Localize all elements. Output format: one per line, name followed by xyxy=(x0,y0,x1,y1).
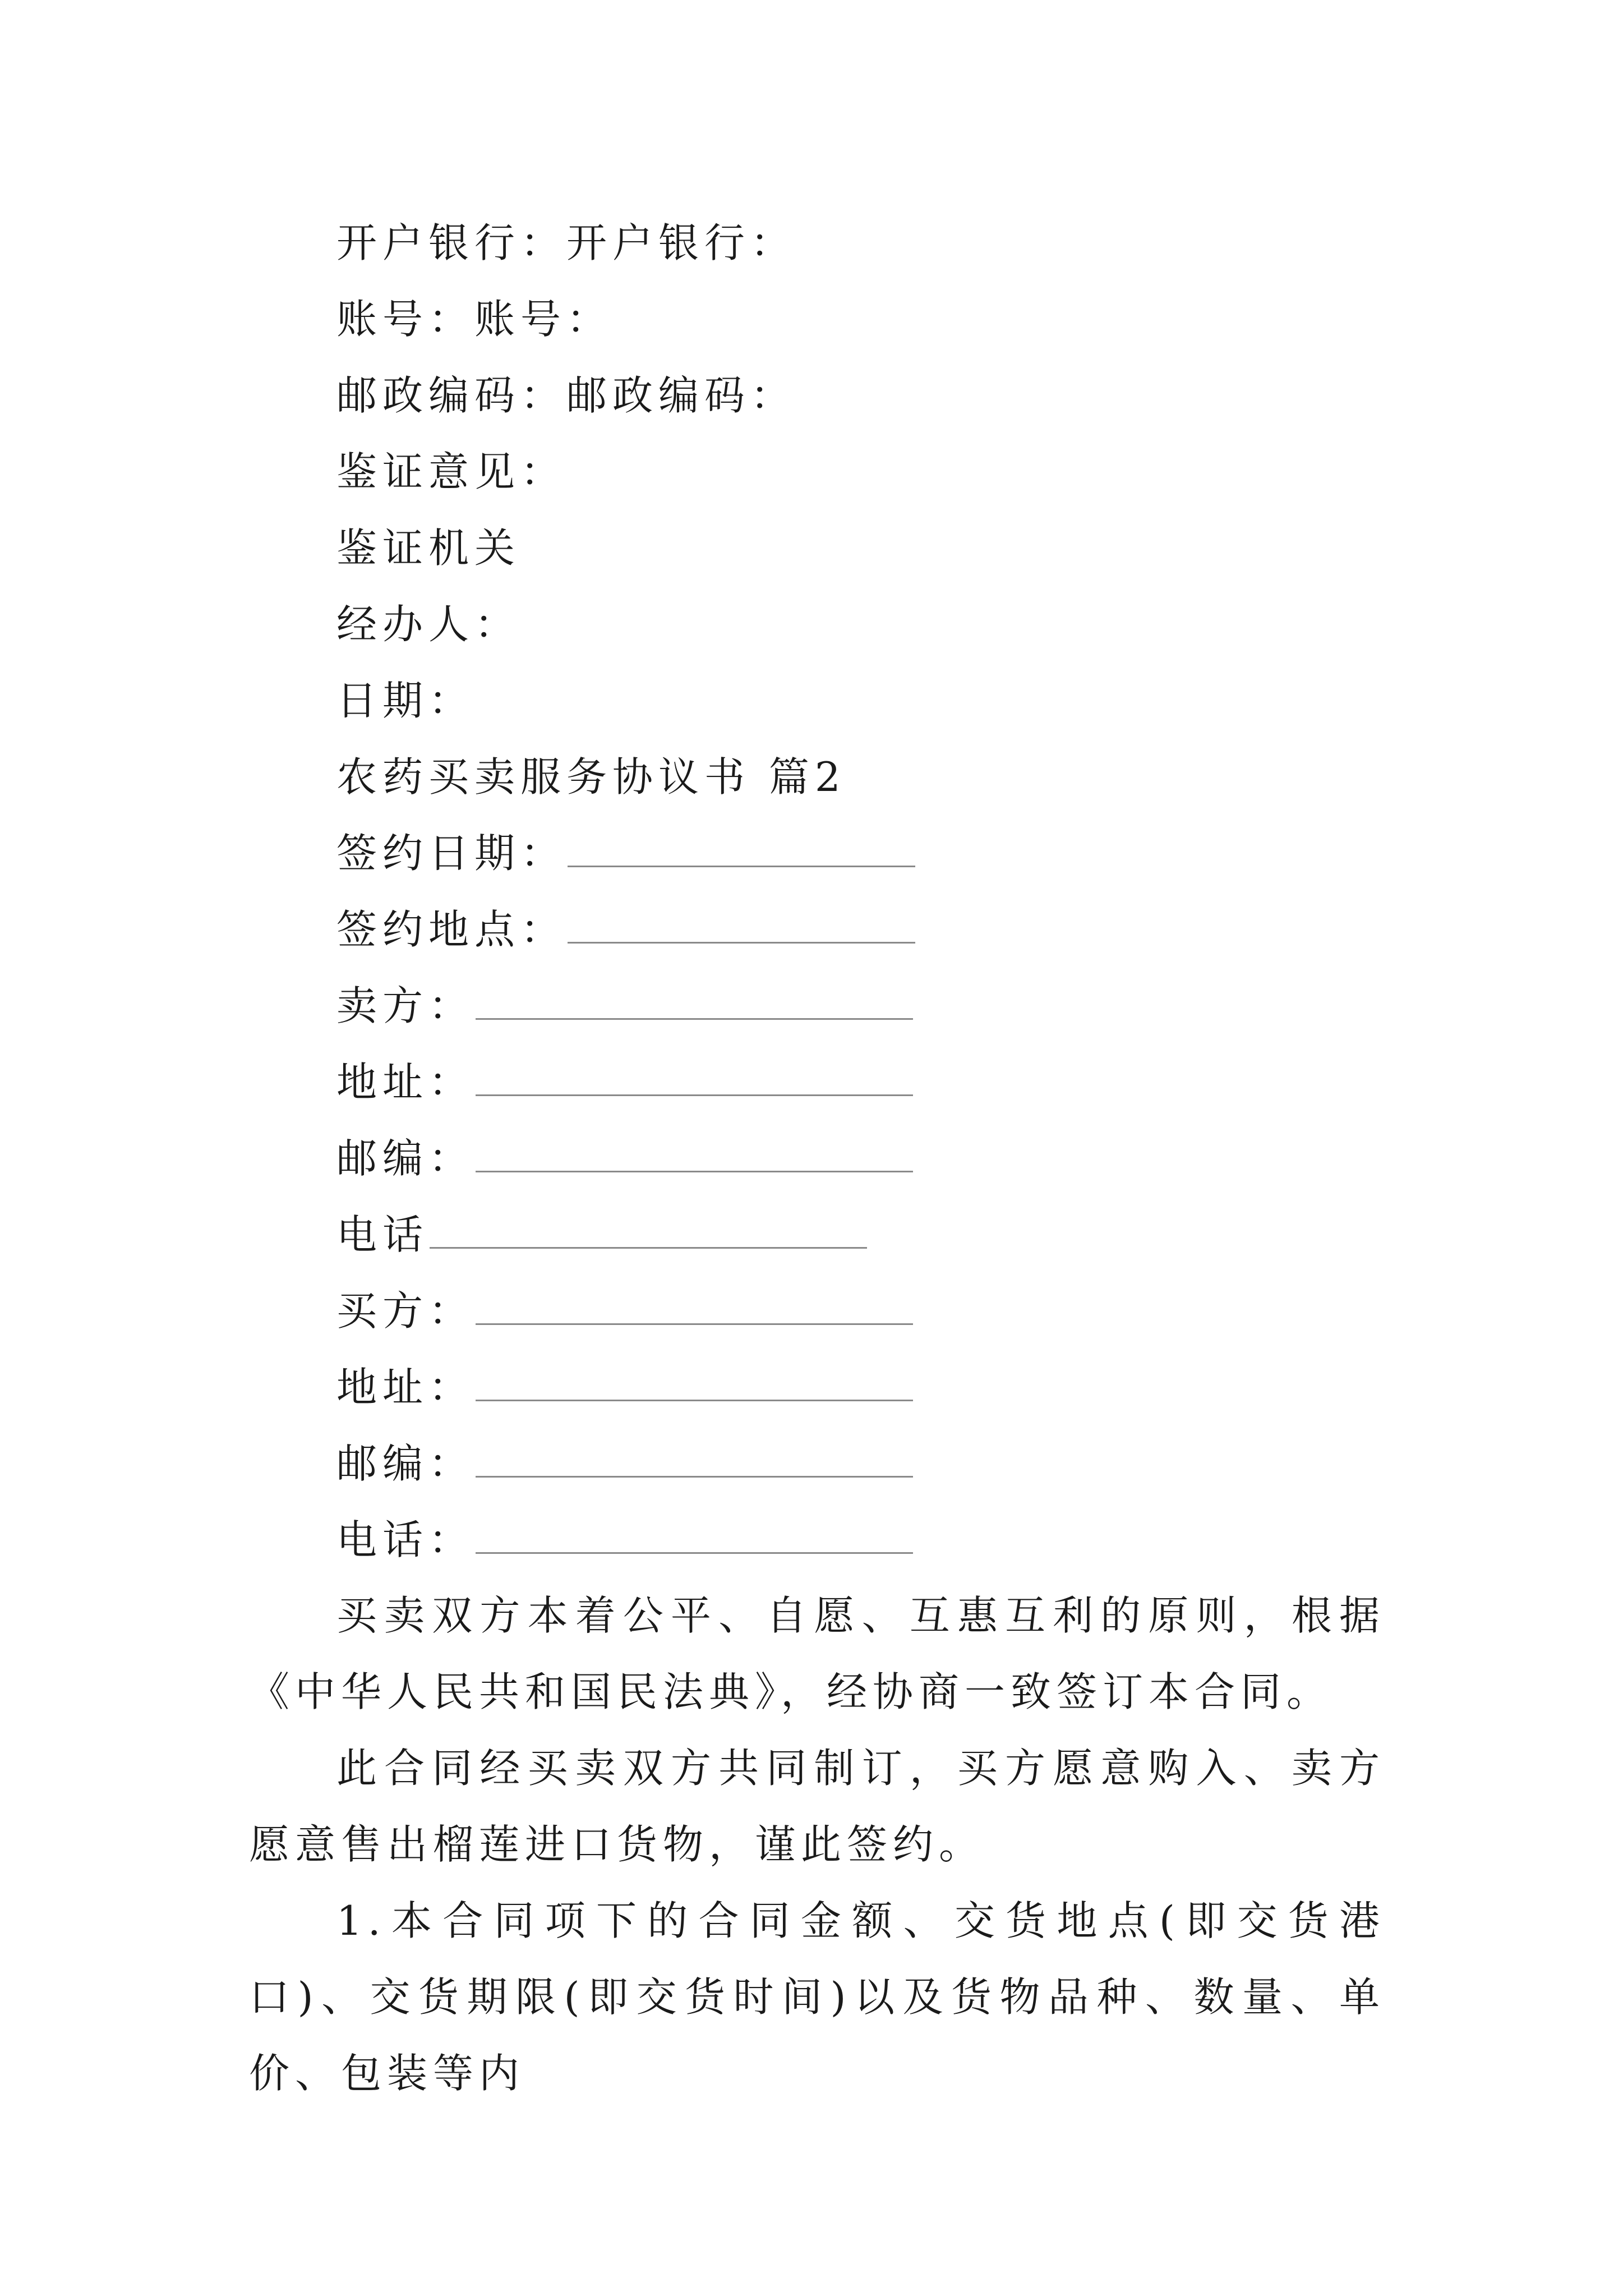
opinion-line: 鉴证意见： xyxy=(336,448,567,495)
buyer-phone-blank xyxy=(476,1515,913,1554)
buyer-zip-field xyxy=(336,1438,913,1489)
buyer-address-label: 地址： xyxy=(336,1364,475,1411)
paragraph-clause-1: 1.本合同项下的合同金额、交货地点(即交货港口)、交货期限(即交货时间)以及货物品种、数量、单价、包装等内 xyxy=(249,1897,1385,2097)
seller-phone-label: 电话 xyxy=(336,1211,429,1258)
sign-date-blank xyxy=(568,829,915,867)
date-line: 日期： xyxy=(336,677,475,724)
seller-phone-blank xyxy=(430,1210,867,1249)
buyer-zip-blank xyxy=(476,1439,913,1478)
buyer-zip-label: 邮编： xyxy=(336,1440,475,1487)
seller-blank xyxy=(476,981,913,1020)
seller-field xyxy=(336,981,913,1031)
bank-line: 开户银行：开户银行： xyxy=(336,219,797,266)
buyer-phone-field xyxy=(336,1515,913,1565)
buyer-address-field xyxy=(336,1362,913,1412)
handler-line: 经办人： xyxy=(336,601,521,648)
buyer-address-blank xyxy=(476,1363,913,1401)
paragraph-agreement: 此合同经买卖双方共同制订，买方愿意购入、卖方愿意售出榴莲进口货物，谨此签约。 xyxy=(249,1745,1385,1868)
postcode-line: 邮政编码：邮政编码： xyxy=(336,372,797,419)
seller-phone-field xyxy=(336,1209,867,1260)
buyer-field xyxy=(336,1286,913,1336)
sign-date-label: 签约日期： xyxy=(336,830,567,877)
buyer-phone-label: 电话： xyxy=(336,1516,475,1563)
seller-zip-label: 邮编： xyxy=(336,1135,475,1182)
seller-address-label: 地址： xyxy=(336,1059,475,1106)
account-line: 账号：账号： xyxy=(336,296,613,343)
buyer-label: 买方： xyxy=(336,1287,475,1335)
seller-zip-field xyxy=(336,1133,913,1184)
section-title: 农药买卖服务协议书 篇2 xyxy=(336,753,846,800)
buyer-blank xyxy=(476,1286,913,1325)
seller-address-blank xyxy=(476,1057,913,1096)
seller-zip-blank xyxy=(476,1134,913,1172)
paragraph-principles: 买卖双方本着公平、自愿、互惠互利的原则，根据《中华人民共和国民法典》，经协商一致签订本合同。 xyxy=(249,1592,1385,1715)
seller-label: 卖方： xyxy=(336,982,475,1029)
sign-place-field xyxy=(336,904,915,955)
authority-line: 鉴证机关 xyxy=(336,524,521,572)
seller-address-field xyxy=(336,1057,913,1107)
sign-place-blank xyxy=(568,905,915,944)
sign-date-field xyxy=(336,828,915,878)
sign-place-label: 签约地点： xyxy=(336,906,567,953)
